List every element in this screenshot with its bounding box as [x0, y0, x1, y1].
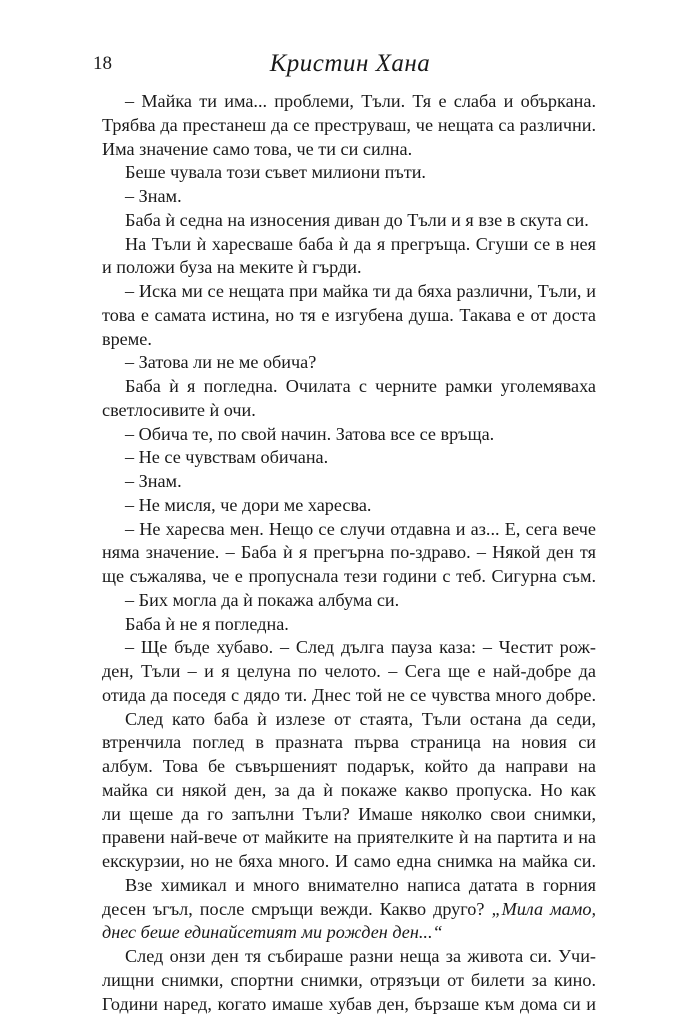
text-line: майка си някой ден, за да ѝ покаже какво пропуска. Но как	[102, 779, 596, 803]
text-line: – Не мисля, че дори ме харесва.	[102, 494, 596, 518]
text-line: екскурзии, но не бяха много. И само една снимка на майка си.	[102, 850, 596, 874]
text-line: албум. Това бе съвършеният подарък, който да направи на	[102, 755, 596, 779]
text-line: ден, Тъли – и я целуна по челото. – Сега ще е най-добре да	[102, 660, 596, 684]
text-line: Взе химикал и много внимателно написа датата в горния	[102, 874, 596, 898]
text-line: След онзи ден тя събираше разни неща за живота си. Учи-	[102, 945, 596, 969]
text-line: ли щеше да го запълни Тъли? Имаше няколко свои снимки,	[102, 803, 596, 827]
text-line	[102, 898, 596, 922]
text-line: Баба ѝ седна на износения диван до Тъли и я взе в скута си.	[102, 209, 596, 233]
text-line: няма значение. – Баба ѝ я прегърна по-здраво. – Някой ден тя	[102, 541, 596, 565]
text-line: На Тъли ѝ харесваше баба ѝ да я прегръща. Сгуши се в нея	[102, 233, 596, 257]
text-line: правени най-вече от майките на приятелките ѝ на партита и на	[102, 826, 596, 850]
text-line: Трябва да престанеш да се преструваш, че нещата са различни.	[102, 114, 596, 138]
quote-fragment: „Мила мамо,	[491, 899, 596, 919]
body-text	[102, 90, 596, 1016]
text-line: – Не се чувствам обичана.	[102, 446, 596, 470]
text-line: – Ще бъде хубаво. – След дълга пауза каза: – Честит рож-	[102, 636, 596, 660]
text-line: След като баба ѝ излезе от стаята, Тъли остана да седи,	[102, 708, 596, 732]
text-line: втренчила поглед в празната първа страница на новия си	[102, 731, 596, 755]
text-line: – Бих могла да ѝ покажа албума си.	[102, 589, 596, 613]
text-line: – Не харесва мен. Нещо се случи отдавна и аз... Е, сега вече	[102, 518, 596, 542]
text-line: това е самата истина, но тя е изгубена душа. Такава е от доста	[102, 304, 596, 328]
running-head: Кристин Хана	[0, 49, 700, 79]
text-line: отида да поседя с дядо ти. Днес той не се чувства много добре.	[102, 684, 596, 708]
text-line: ще съжалява, че е пропуснала тези години с теб. Сигурна съм.	[102, 565, 596, 589]
text-line: и положи буза на меките ѝ гърди.	[102, 256, 596, 280]
text-line: Беше чувала този съвет милиони пъти.	[102, 161, 596, 185]
text-line: – Майка ти има... проблеми, Тъли. Тя е слаба и объркана.	[102, 90, 596, 114]
page-number: 18	[93, 53, 112, 75]
text-line: Баба ѝ не я погледна.	[102, 613, 596, 637]
text-fragment: десен ъгъл, после смръщи вежди. Какво друго?	[102, 899, 484, 919]
quote-line: днес беше единайсетият ми рожден ден...“	[102, 921, 596, 945]
text-line: – Знам.	[102, 185, 596, 209]
text-line: – Знам.	[102, 470, 596, 494]
text-line: Има значение само това, че ти си силна.	[102, 138, 596, 162]
text-line: – Обича те, по свой начин. Затова все се връща.	[102, 423, 596, 447]
text-line: – Затова ли не ме обича?	[102, 351, 596, 375]
text-line: лищни снимки, спортни снимки, отрязъци от билети за кино.	[102, 969, 596, 993]
text-line: време.	[102, 328, 596, 352]
text-line: Баба ѝ я погледна. Очилата с черните рамки уголемяваха	[102, 375, 596, 399]
text-line: Години наред, когато имаше хубав ден, бързаше към дома си и	[102, 993, 596, 1016]
text-line: светлосивите ѝ очи.	[102, 399, 596, 423]
text-line: – Иска ми се нещата при майка ти да бяха различни, Тъли, и	[102, 280, 596, 304]
